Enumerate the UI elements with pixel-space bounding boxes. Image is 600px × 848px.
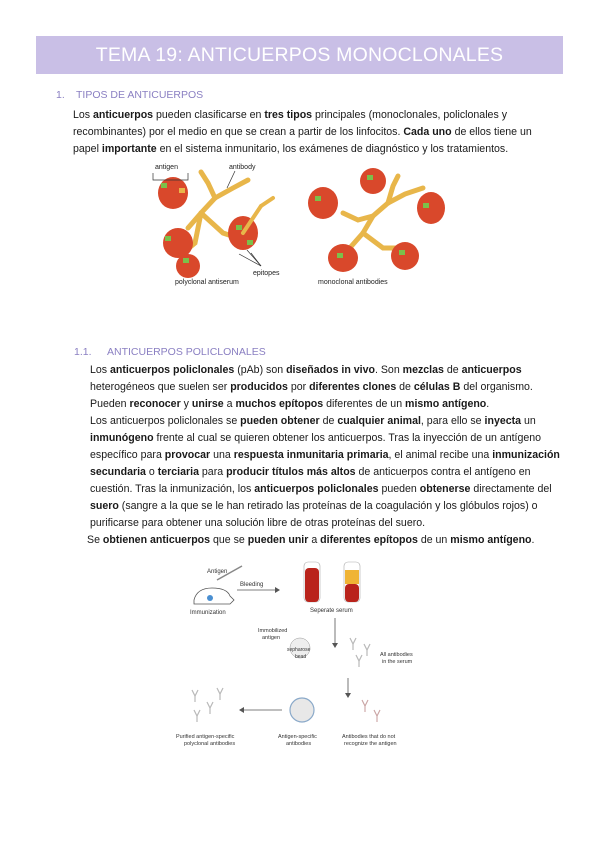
bold-text-run: anticuerpos policlonales — [110, 364, 235, 376]
immunization-step — [190, 566, 280, 616]
section-1-heading — [56, 89, 203, 101]
label-bead: bead — [295, 654, 307, 660]
text-run: diferentes de un — [323, 398, 406, 410]
bold-text-run: anticuerpos policlonales — [254, 483, 379, 495]
polyclonal-production-figure — [172, 560, 440, 756]
caption-monoclonal: monoclonal antibodies — [318, 279, 388, 286]
text-run: , para ello se — [420, 415, 485, 427]
text-run: que se — [210, 534, 248, 546]
intro-paragraph — [73, 107, 553, 158]
text-run: un — [521, 415, 536, 427]
label-immunization: Immunization — [190, 610, 226, 616]
text-run: una — [210, 449, 234, 461]
bold-text-run: producir títulos más altos — [226, 466, 356, 478]
bold-text-run: pueden obtener — [240, 415, 320, 427]
label-antibody: antibody — [229, 164, 256, 171]
bold-text-run: células B — [413, 381, 461, 393]
polyclonal-body — [87, 362, 560, 549]
title-banner — [36, 36, 563, 74]
polyclonal-paragraph-2 — [90, 413, 560, 532]
label-specific-antibodies: antibodies — [286, 741, 312, 747]
section-1-1-title: ANTICUERPOS POLICLONALES — [107, 346, 266, 358]
label-nonspecific: Antibodies that do not — [342, 734, 396, 740]
label-immobilized-antigen: antigen — [262, 635, 281, 641]
text-run: y — [180, 398, 192, 410]
immobilized-antigen-step — [258, 628, 413, 698]
text-run: pueden clasificarse en — [153, 109, 265, 121]
bold-text-run: mismo antígeno — [405, 398, 487, 410]
label-immobilized: Immobilized — [258, 628, 288, 634]
text-run: del organismo. Pueden — [90, 381, 533, 410]
separation-step — [176, 688, 397, 747]
bold-text-run: suero — [90, 500, 119, 512]
antibody-types-figure — [143, 158, 448, 288]
polyclonal-diagram — [153, 164, 280, 286]
text-run: pueden — [378, 483, 420, 495]
polyclonal-paragraph-1 — [90, 362, 560, 413]
label-all-antibodies: All antibodies — [380, 652, 413, 658]
label-epitopes: epitopes — [253, 270, 280, 277]
monoclonal-diagram — [308, 168, 445, 286]
label-separate-serum: Seperate serum — [310, 608, 353, 614]
text-run: de — [443, 364, 462, 376]
bold-text-run: respuesta inmunitaria primaria — [233, 449, 389, 461]
bold-text-run: mismo antígeno — [450, 534, 532, 546]
label-bleeding: Bleeding — [240, 582, 264, 588]
text-run: (pAb) son — [234, 364, 287, 376]
section-1-number: 1. — [56, 89, 65, 101]
bold-text-run: inmunización secundaria — [90, 449, 560, 478]
text-run: de — [319, 415, 338, 427]
text-run: a — [308, 534, 321, 546]
bold-text-run: tres tipos — [264, 109, 313, 121]
label-purified: Purified antigen-specific — [176, 734, 235, 740]
bold-text-run: muchos epítopos — [235, 398, 324, 410]
label-in-serum: in the serum — [382, 659, 413, 665]
bold-text-run: inmunógeno — [90, 432, 154, 444]
label-polyclonal-antibodies: polyclonal antibodies — [184, 741, 236, 747]
text-run: . Son — [374, 364, 403, 376]
section-1-title: TIPOS DE ANTICUERPOS — [76, 89, 204, 101]
label-not-recognize: recognize the antigen — [344, 741, 397, 747]
text-run: a — [223, 398, 236, 410]
bold-text-run: reconocer — [129, 398, 181, 410]
text-run: por — [287, 381, 310, 393]
bold-text-run: Cada uno — [403, 126, 452, 138]
text-run: principales (monoclonales, policlonales y recombinantes) por el medio en que se crean a partir de los linfocitos. — [73, 109, 507, 138]
text-run: Los — [73, 109, 94, 121]
text-run: directamente del — [470, 483, 552, 495]
label-antigen-injection: Antigen — [207, 569, 228, 575]
text-run: Los — [90, 364, 111, 376]
text-run: de ellos tiene un papel — [73, 126, 532, 155]
bold-text-run: diferentes epítopos — [320, 534, 418, 546]
bold-text-run: pueden unir — [247, 534, 309, 546]
text-run: . — [486, 398, 490, 410]
label-sepharose: sepharose — [287, 647, 311, 653]
bold-text-run: producidos — [230, 381, 288, 393]
text-run: de — [396, 381, 414, 393]
section-1-1-number: 1.1. — [74, 346, 92, 358]
caption-polyclonal: polyclonal antiserum — [175, 279, 239, 286]
bold-text-run: provocar — [164, 449, 211, 461]
bold-text-run: obtenerse — [419, 483, 471, 495]
bold-text-run: anticuerpos — [461, 364, 522, 376]
bold-text-run: terciaria — [157, 466, 199, 478]
bold-text-run: cualquier animal — [337, 415, 421, 427]
text-run: . — [531, 534, 535, 546]
serum-tubes — [304, 562, 360, 648]
text-run: (sangre a la que se le han retirado las proteínas de la coagulación y los glóbulos rojos) o purificarse para obtener una solución libre de otras proteínas del suero. — [90, 500, 538, 529]
text-run: Se — [87, 534, 103, 546]
text-run: frente al cual se quieren obtener los anticuerpos. Tras la inyección de un antígeno específico para — [90, 432, 542, 461]
bold-text-run: diseñados in vivo — [286, 364, 375, 376]
bold-text-run: importante — [101, 143, 157, 155]
page-title: TEMA 19: ANTICUERPOS MONOCLONALES — [95, 43, 504, 66]
text-run: en el sistema inmunitario, los exámenes de diagnóstico y los tratamientos. — [156, 143, 509, 155]
bold-text-run: obtienen anticuerpos — [102, 534, 211, 546]
label-antigen-specific: Antigen-specific — [278, 734, 317, 740]
text-run: o — [145, 466, 158, 478]
text-run: de anticuerpos contra el antígeno en cuestión. Tras la inmunización, los — [90, 466, 531, 495]
bold-text-run: anticuerpos — [93, 109, 154, 121]
label-antigen: antigen — [155, 164, 178, 171]
text-run: Los anticuerpos policlonales se — [90, 415, 241, 427]
text-run: de un — [417, 534, 451, 546]
bold-text-run: unirse — [191, 398, 224, 410]
bold-text-run: diferentes clones — [309, 381, 397, 393]
bold-text-run: inyecta — [484, 415, 522, 427]
bold-text-run: mezclas — [402, 364, 444, 376]
text-run: heterogéneos que suelen ser — [90, 381, 231, 393]
text-run: , el animal recibe una — [388, 449, 493, 461]
section-1-1-heading — [74, 346, 266, 358]
polyclonal-paragraph-3 — [87, 532, 560, 549]
text-run: para — [198, 466, 227, 478]
antigen-blob — [158, 177, 188, 209]
